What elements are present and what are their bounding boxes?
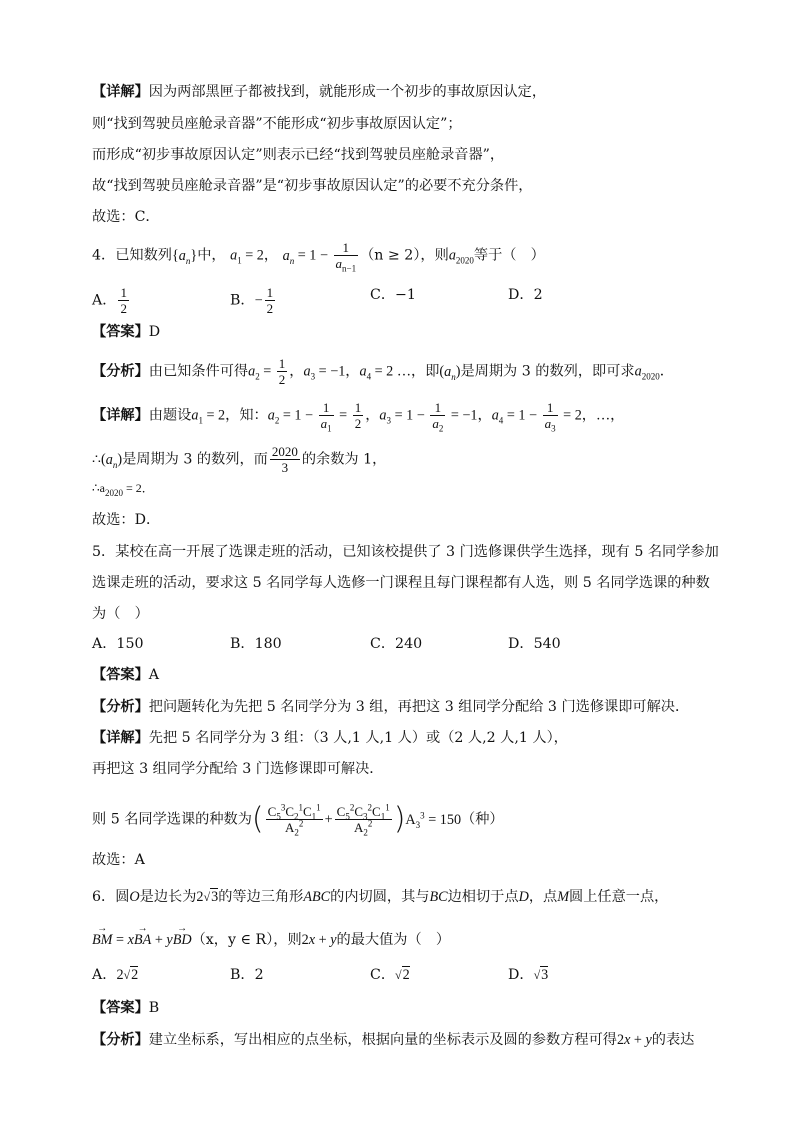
detail-label: 【详解】 [92,84,149,100]
q5-analysis: 【分析】把问题转化为先把 5 名同学分为 3 组，再把这 3 组同学分配给 3 门选修课即可解决． [92,699,690,715]
q5-option-b: B．180 [230,636,282,652]
q4-stem: 4．已知数列$\{a_n\}$中， $a_1 = 2$， $a_n = 1$ − $\frac{1}{a_{n-1}}$ （n ≥ 2），则$a_{2020}$等于（ ） [92,240,545,274]
q3-detail-text: 因为两部黑匣子都被找到，就能形成一个初步的事故原因认定， [148,84,547,100]
q5-formula-line: 则 5 名同学选课的种数为( $\frac{C_5^3C_2^1C_1^1}{A_2^2}$ + $\frac{C_5^2C_3^2C_1^1}{A_2^2}$ )$A_3^3 = 150$（种） [92,801,504,838]
q3-detail-line [92,82,546,102]
q3-line-3: 而形成“初步事故原因认定”则表示已经“找到驾驶员座舱录音器”， [92,147,505,163]
q6-option-b: B．2 [230,967,264,983]
q4-stem-mid1: 中， [197,247,226,264]
q5-option-a: A．150 [92,636,144,652]
q4-answer [92,322,160,342]
analysis-label: 【分析】 [92,363,149,380]
q4-stem-mid2: ， [263,247,279,264]
q4-stem-prefix: 4．已知数列 [92,247,172,264]
q6-option-a: A．2√2 [92,967,139,983]
q4-detail: 【详解】由题设$a_1 = 2$，知：$a_2 = 1$ − $\frac{1}{a_1}$ = $\frac{1}{2}$ ，$a_3 = 1$ − $\frac{1}{a_2}$ = −1，$a_4 = 1$ − $\frac{1}{a_3}$ = 2，…， [92,400,625,434]
q6-option-d: D．√3 [508,967,549,983]
q4-option-d: D．2 [508,287,543,303]
q6-answer-value: B [148,1000,160,1016]
q4-option-b: B．− $\frac{1}{2}$ [230,285,274,316]
q4-answer-value: D [148,324,161,340]
q5-detail: 【详解】先把 5 名同学分为 3 组：（3 人,1 人,1 人）或（2 人,2 人,1 人）， [92,730,568,746]
q4-stem-tail: 等于（ ） [473,247,545,264]
q3-choose: 故选：C． [92,209,160,225]
q5-answer [92,665,159,685]
q5-stem-1: 5．某校在高一开展了选课走班的活动，已知该校提供了 3 门选修课供学生选择，现有 5 名同学参加 [92,544,719,560]
detail-label: 【详解】 [92,407,149,424]
answer-label: 【答案】 [92,324,149,340]
answer-label: 【答案】 [92,1000,149,1016]
q5-choose: 故选：A [92,852,145,868]
q5-stem-3: 为（ ） [92,606,149,622]
q4-option-a: A． $\frac{1}{2}$ [92,285,127,316]
q4-choose: 故选：D． [92,512,161,528]
q5-stem-2: 选课走班的活动，要求这 5 名同学每人选修一门课程且每门课程都有人选，则 5 名同学选课的种数 [92,575,710,591]
q6-option-c: C．√2 [370,967,410,983]
q4-therefore-1: $\therefore(a_n)$是周期为 3 的数列，而 $\frac{2020}{3}$ 的余数为 1， [92,444,387,475]
q5-line-2: 再把这 3 组同学分配给 3 门选修课即可解决． [92,761,384,777]
q5-answer-value: A [148,667,160,683]
q6-analysis: 【分析】建立坐标系，写出相应的点坐标，根据向量的坐标表示及圆的参数方程可得2x + y的表达 [92,1032,695,1048]
q4-therefore-2: $\therefore a_{2020} = 2$． [92,481,154,498]
detail-label: 【详解】 [92,730,149,746]
q4-analysis: 【分析】由已知条件可得$a_2$ = $\frac{1}{2}$ ，$a_3 = -1$，$a_4 = 2$ …，即$(a_n)$是周期为 3 的数列，即可求$a_{2020}$． [92,356,674,387]
q3-line-2: 则“找到驾驶员座舱录音器”不能形成“初步事故原因认定”； [92,116,462,132]
q4-stem-cond: （n ≥ 2），则 [360,247,449,264]
q6-stem-1: 6．圆O是边长为2√3的等边三角形ABC的内切圆，其与BC边相切于点D，点M圆上任意一点， [92,889,669,905]
q4-option-c: C．−1 [370,287,416,303]
q6-answer [92,998,159,1018]
q5-option-d: D．540 [508,636,561,652]
q3-line-4: 故“找到驾驶员座舱录音器”是“初步事故原因认定”的必要不充分条件， [92,178,533,194]
analysis-label: 【分析】 [92,1032,149,1048]
analysis-label: 【分析】 [92,699,149,715]
q5-option-c: C．240 [370,636,423,652]
q6-stem-2: → BM = x→ BA + y→ BD（x，y ∈ R），则2x + y的最大值为（ ） [92,930,450,950]
answer-label: 【答案】 [92,667,149,683]
